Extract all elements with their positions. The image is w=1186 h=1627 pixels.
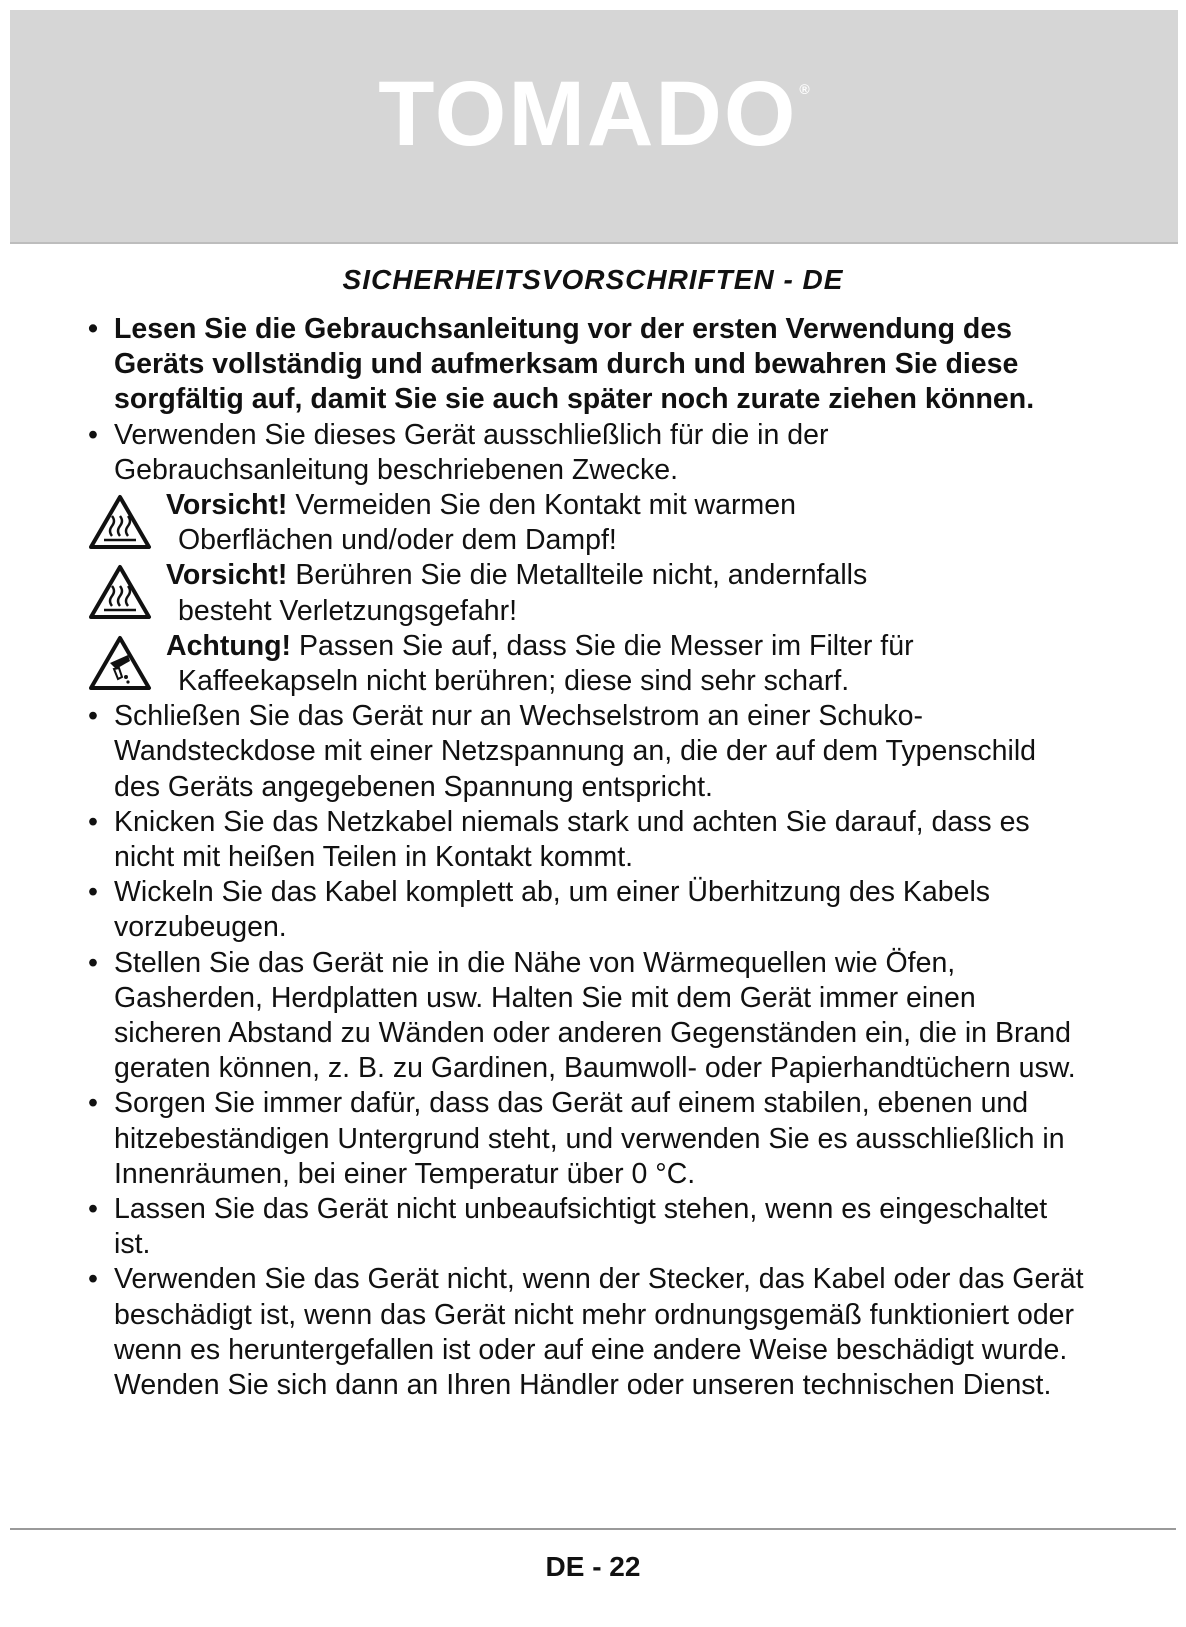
warning-text: Vermeiden Sie den Kontakt mit warmen (295, 489, 796, 522)
bullet-item: • Schließen Sie das Gerät nur an Wechselstrom an einer Schuko-Wandsteckdose mit einer Netzspannung an, die der auf dem Typenschild des Geräts angegebenen Spannung entspricht. (88, 699, 1088, 805)
warning-text: besteht Verletzungsgefahr! (178, 594, 518, 627)
bullet-item: • Lesen Sie die Gebrauchsanleitung vor der ersten Verwendung des Geräts vollständig und aufmerksam durch und bewahren Sie diese sorgfältig auf, damit Sie sie auch später noch zurate ziehen können. (88, 312, 1088, 418)
page-number: DE - 22 (545, 1551, 641, 1582)
bullet-item: • Sorgen Sie immer dafür, dass das Gerät auf einem stabilen, ebenen und hitzebeständigen Untergrund steht, und verwenden Sie es ausschließlich in Innenräumen, bei einer Temperatur über 0 °C. (88, 1086, 1088, 1192)
warning-label: Vorsicht! (166, 489, 288, 522)
safety-instructions (88, 312, 1088, 1403)
warning-label: Vorsicht! (166, 559, 288, 592)
brand-logo: TOMADO ® (378, 63, 812, 165)
footer-divider (10, 1528, 1176, 1530)
warning-sharp-blades (88, 629, 1088, 699)
header-band (10, 10, 1178, 244)
warning-metal-parts (88, 558, 1088, 628)
bullet-item: • Lassen Sie das Gerät nicht unbeaufsichtigt stehen, wenn es eingeschaltet ist. (88, 1192, 1088, 1262)
hot-surface-warning-icon (88, 494, 152, 550)
warning-text: Kaffeekapseln nicht berühren; diese sind sehr scharf. (178, 665, 850, 698)
warning-label: Achtung! (166, 629, 292, 662)
sharp-blade-warning-icon (88, 635, 152, 691)
section-title: SICHERHEITSVORSCHRIFTEN - DE (342, 264, 844, 295)
hot-surface-warning-icon (88, 564, 152, 620)
warning-text: Oberflächen und/oder dem Dampf! (178, 524, 617, 557)
warning-hot-surface (88, 488, 1088, 558)
bullet-item: • Wickeln Sie das Kabel komplett ab, um einer Überhitzung des Kabels vorzubeugen. (88, 875, 1088, 945)
bullet-item: • Knicken Sie das Netzkabel niemals stark und achten Sie darauf, dass es nicht mit heißen Teilen in Kontakt kommt. (88, 805, 1088, 875)
warning-text: Passen Sie auf, dass Sie die Messer im Filter für (298, 629, 914, 662)
bullet-item: • Verwenden Sie dieses Gerät ausschließlich für die in der Gebrauchsanleitung beschriebenen Zwecke. (88, 418, 1088, 488)
bullet-item: • Verwenden Sie das Gerät nicht, wenn der Stecker, das Kabel oder das Gerät beschädigt ist, wenn das Gerät nicht mehr ordnungsgemäß funktioniert oder wenn es heruntergefallen ist oder auf eine andere Weise beschädigt wurde. Wenden Sie sich dann an Ihren Händler oder unseren technischen Dienst. (88, 1262, 1088, 1403)
registered-mark: ® (799, 81, 812, 97)
bullet-item: • Stellen Sie das Gerät nie in die Nähe von Wärmequellen wie Öfen, Gasherden, Herdplatten usw. Halten Sie mit dem Gerät immer einen sicheren Abstand zu Wänden oder anderen Gegenständen ein, die in Brand geraten können, z. B. zu Gardinen, Baumwoll- oder Papierhandtüchern usw. (88, 946, 1088, 1087)
warning-text: Berühren Sie die Metallteile nicht, andernfalls (295, 559, 868, 592)
